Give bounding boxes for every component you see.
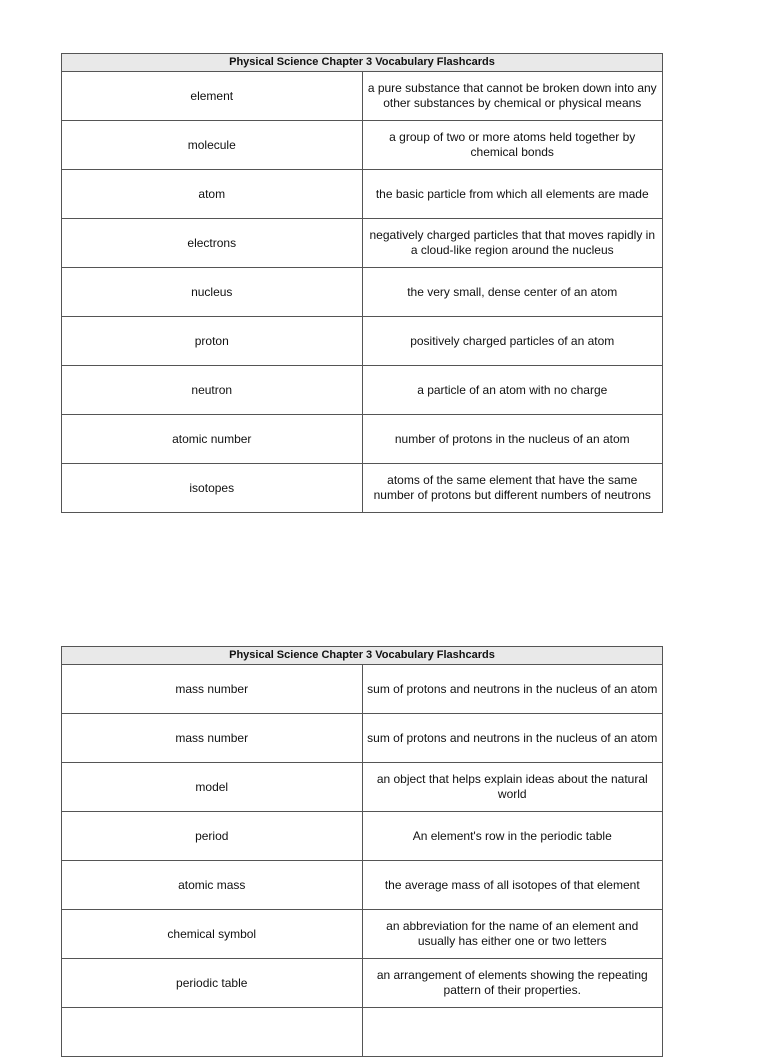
table-row [62, 714, 663, 763]
term-cell: atom [62, 170, 363, 219]
term-cell: model [62, 763, 363, 812]
definition-cell: an object that helps explain ideas about the natural world [362, 763, 663, 812]
definition-cell: the basic particle from which all elements are made [362, 170, 663, 219]
table-title: Physical Science Chapter 3 Vocabulary Flashcards [62, 647, 663, 665]
term-cell: nucleus [62, 268, 363, 317]
table-row [62, 317, 663, 366]
table-header-row [62, 647, 663, 665]
table-row [62, 910, 663, 959]
definition-cell: a group of two or more atoms held together by chemical bonds [362, 121, 663, 170]
table-row [62, 861, 663, 910]
table-row [62, 464, 663, 513]
table-row [62, 219, 663, 268]
flashcard-table-1 [61, 53, 663, 513]
definition-cell: An element's row in the periodic table [362, 812, 663, 861]
term-cell: atomic mass [62, 861, 363, 910]
definition-cell: number of protons in the nucleus of an atom [362, 415, 663, 464]
term-cell: neutron [62, 366, 363, 415]
table-header-row [62, 54, 663, 72]
definition-cell [362, 1008, 663, 1057]
term-cell: proton [62, 317, 363, 366]
definition-cell: sum of protons and neutrons in the nucleus of an atom [362, 665, 663, 714]
definition-cell: negatively charged particles that that moves rapidly in a cloud-like region around the nucleus [362, 219, 663, 268]
definition-cell: a particle of an atom with no charge [362, 366, 663, 415]
flashcard-table-2 [61, 646, 663, 1057]
table-row [62, 121, 663, 170]
table-row [62, 763, 663, 812]
term-cell: isotopes [62, 464, 363, 513]
definition-cell: an abbreviation for the name of an element and usually has either one or two letters [362, 910, 663, 959]
table-row [62, 366, 663, 415]
term-cell: molecule [62, 121, 363, 170]
definition-cell: positively charged particles of an atom [362, 317, 663, 366]
table-row [62, 72, 663, 121]
term-cell: mass number [62, 665, 363, 714]
table-row [62, 1008, 663, 1057]
term-cell: period [62, 812, 363, 861]
term-cell: atomic number [62, 415, 363, 464]
term-cell: mass number [62, 714, 363, 763]
table-title: Physical Science Chapter 3 Vocabulary Flashcards [62, 54, 663, 72]
table-row [62, 665, 663, 714]
definition-cell: sum of protons and neutrons in the nucleus of an atom [362, 714, 663, 763]
term-cell: element [62, 72, 363, 121]
term-cell: electrons [62, 219, 363, 268]
definition-cell: a pure substance that cannot be broken down into any other substances by chemical or physical means [362, 72, 663, 121]
term-cell: periodic table [62, 959, 363, 1008]
table-row [62, 812, 663, 861]
definition-cell: atoms of the same element that have the same number of protons but different numbers of neutrons [362, 464, 663, 513]
table-row [62, 959, 663, 1008]
table-row [62, 268, 663, 317]
term-cell: chemical symbol [62, 910, 363, 959]
definition-cell: an arrangement of elements showing the repeating pattern of their properties. [362, 959, 663, 1008]
table-row [62, 415, 663, 464]
table-row [62, 170, 663, 219]
definition-cell: the very small, dense center of an atom [362, 268, 663, 317]
term-cell [62, 1008, 363, 1057]
definition-cell: the average mass of all isotopes of that element [362, 861, 663, 910]
